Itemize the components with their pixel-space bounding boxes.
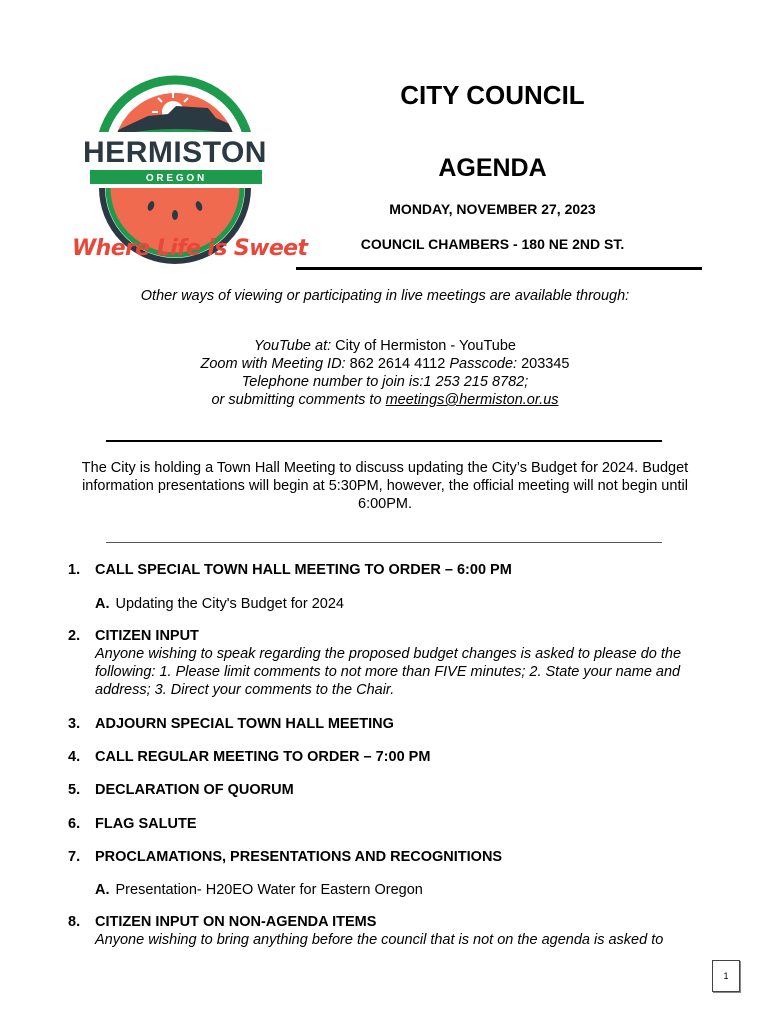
section-divider bbox=[106, 542, 662, 543]
subitem-text: Updating the City's Budget for 2024 bbox=[115, 596, 344, 612]
item-number: 7. bbox=[68, 849, 81, 865]
meeting-date: MONDAY, NOVEMBER 27, 2023 bbox=[389, 201, 596, 217]
youtube-label: YouTube at: bbox=[254, 338, 332, 354]
item-description: Anyone wishing to bring anything before the council that is not on the agenda is asked to bbox=[95, 932, 664, 948]
item-number: 6. bbox=[68, 816, 81, 832]
item-description: Anyone wishing to speak regarding the proposed budget changes is asked to please do the following: 1. Please limit comments to not more than FIVE minutes; 2. State your name and address; 3. Direct your comments to the Chair. bbox=[95, 646, 682, 698]
zoom-label: Zoom with Meeting ID: bbox=[200, 356, 346, 372]
item-title: CITIZEN INPUT ON NON-AGENDA ITEMS bbox=[95, 914, 377, 930]
youtube-line bbox=[60, 337, 710, 355]
item-title: CALL SPECIAL TOWN HALL MEETING TO ORDER – 6:00 PM bbox=[95, 562, 512, 578]
item-title: ADJOURN SPECIAL TOWN HALL MEETING bbox=[95, 716, 394, 732]
meeting-location: COUNCIL CHAMBERS - 180 NE 2ND ST. bbox=[360, 236, 625, 252]
passcode-label: Passcode: bbox=[449, 356, 518, 372]
participation-options bbox=[60, 337, 710, 409]
logo-state: O R E G O N bbox=[145, 173, 205, 184]
item-title: CITIZEN INPUT bbox=[95, 628, 199, 644]
logo-tagline: Where Life is Sweet bbox=[72, 236, 308, 261]
participation-intro: Other ways of viewing or participating in live meetings are available through: bbox=[140, 288, 630, 304]
passcode-value: 203345 bbox=[521, 356, 570, 372]
comments-line bbox=[60, 391, 710, 409]
townhall-note: The City is holding a Town Hall Meeting to discuss updating the City’s Budget for 2024. Budget information presentations will begin at 5:30PM, however, the official meeting will not begin until 6:00PM. bbox=[81, 460, 689, 512]
document-subtitle: AGENDA bbox=[438, 154, 547, 182]
zoom-line bbox=[60, 355, 710, 373]
agenda-subitem bbox=[95, 595, 695, 613]
zoom-meeting-id: 862 2614 4112 bbox=[349, 356, 446, 372]
item-number: 1. bbox=[68, 562, 81, 578]
comments-prefix: or submitting comments to bbox=[211, 392, 382, 408]
item-number: 5. bbox=[68, 782, 81, 798]
subitem-label: A. bbox=[95, 596, 110, 612]
item-title: DECLARATION OF QUORUM bbox=[95, 782, 294, 798]
item-title: CALL REGULAR MEETING TO ORDER – 7:00 PM bbox=[95, 749, 431, 765]
email-link[interactable]: meetings@hermiston.or.us bbox=[385, 392, 559, 408]
subitem-text: Presentation- H20EO Water for Eastern Oregon bbox=[115, 882, 423, 898]
youtube-link[interactable]: City of Hermiston - YouTube bbox=[335, 338, 516, 354]
header-divider bbox=[296, 267, 702, 270]
item-number: 8. bbox=[68, 914, 81, 930]
item-number: 3. bbox=[68, 716, 81, 732]
page-number: 1 bbox=[712, 960, 740, 992]
item-number: 2. bbox=[68, 628, 81, 644]
section-divider bbox=[106, 440, 662, 442]
document-title: CITY COUNCIL bbox=[400, 80, 585, 110]
item-title: FLAG SALUTE bbox=[95, 816, 197, 832]
item-title: PROCLAMATIONS, PRESENTATIONS AND RECOGNITIONS bbox=[95, 849, 503, 865]
item-number: 4. bbox=[68, 749, 81, 765]
phone-text: Telephone number to join is:1 253 215 8782; bbox=[241, 374, 529, 390]
phone-line bbox=[60, 373, 710, 391]
logo-name: HERMISTON bbox=[83, 136, 267, 169]
subitem-label: A. bbox=[95, 882, 110, 898]
agenda-subitem bbox=[95, 881, 695, 899]
